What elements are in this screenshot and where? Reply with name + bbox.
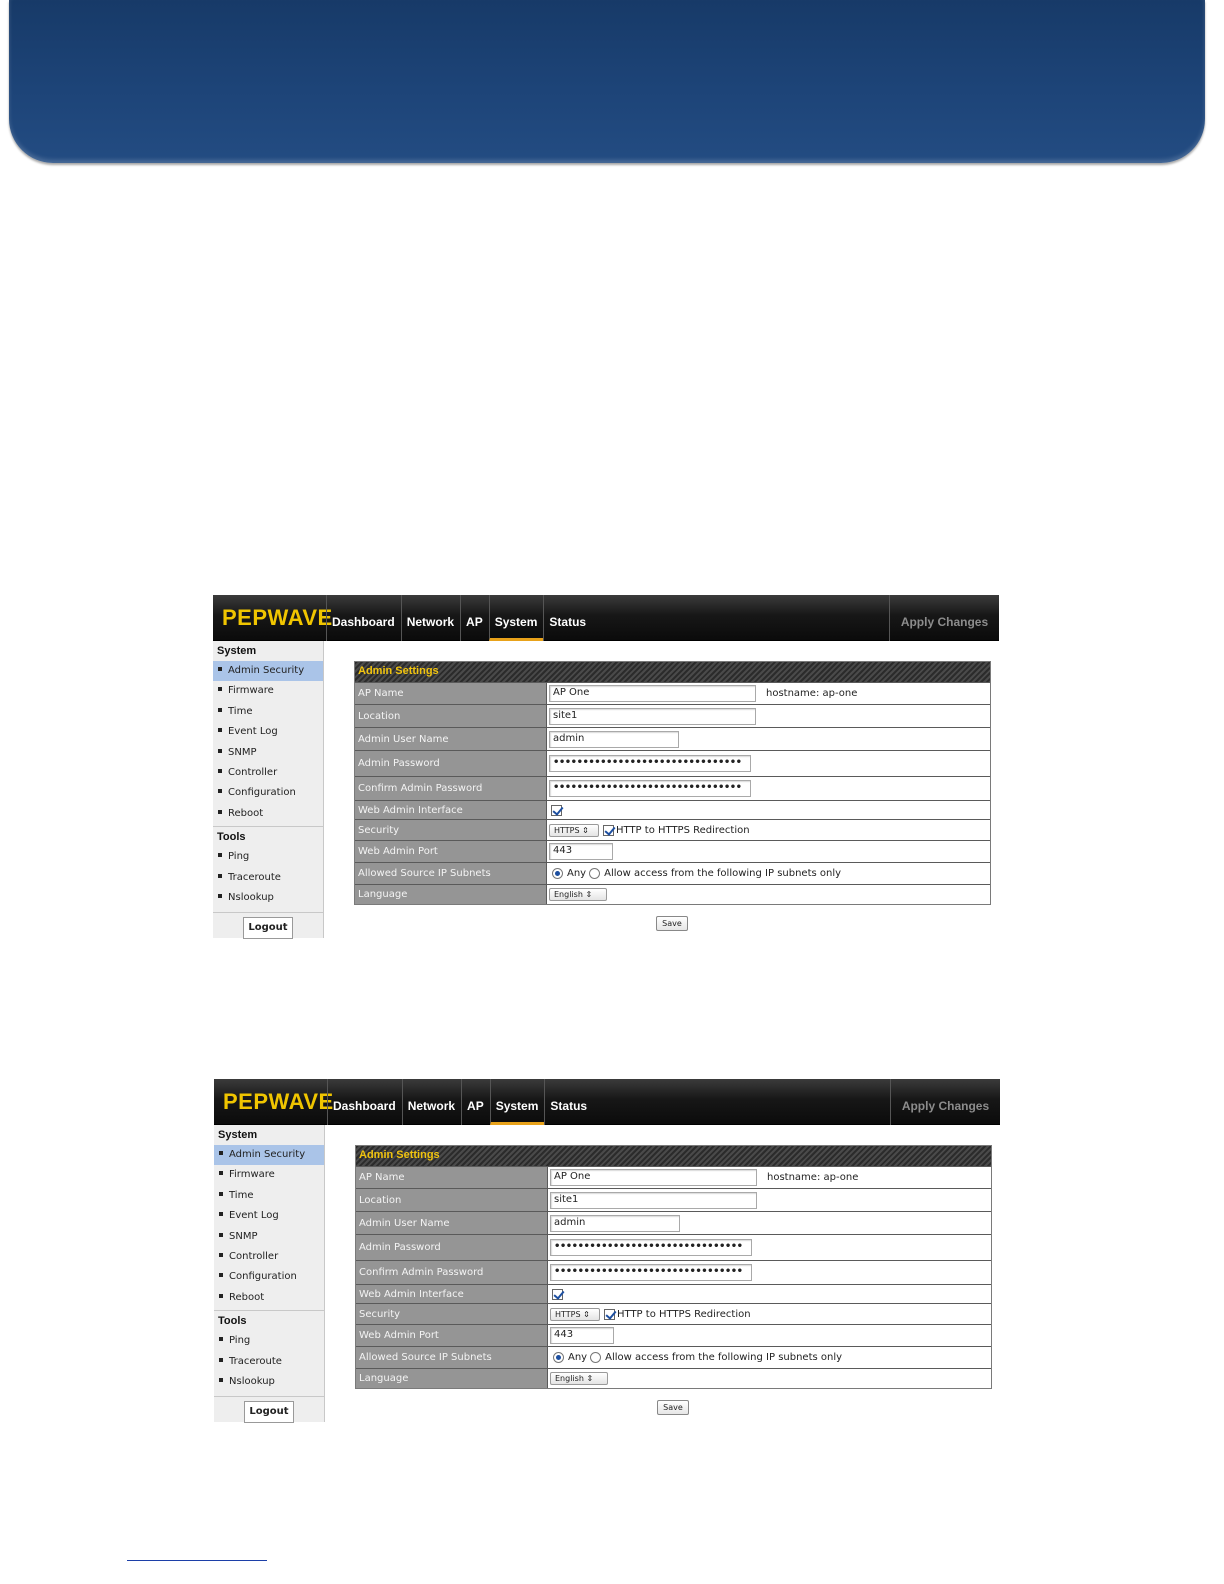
sidebar-item-controller[interactable] (214, 1247, 324, 1267)
radio-any-label: Any (567, 868, 587, 879)
select-arrows-icon: ⇕ (585, 890, 593, 899)
sidebar-item-label: Ping (228, 851, 250, 863)
select-arrows-icon: ⇕ (582, 825, 589, 835)
radio-any[interactable] (552, 868, 563, 879)
bullet-icon (219, 1337, 223, 1341)
admin-settings-screenshot (213, 595, 999, 938)
tab-ap[interactable]: AP (460, 595, 489, 641)
bullet-icon (219, 1358, 223, 1362)
bullet-icon (219, 1192, 223, 1196)
radio-following-subnets[interactable] (589, 868, 600, 879)
bullet-icon (218, 728, 222, 732)
bullet-icon (218, 708, 222, 712)
sidebar-item-label: Admin Security (228, 665, 305, 676)
admin-user-cell (547, 728, 990, 750)
language-select[interactable] (549, 888, 607, 901)
web-admin-port-label: Web Admin Port (355, 841, 547, 862)
security-cell (547, 820, 990, 840)
row-admin-password (355, 750, 990, 776)
row-language (355, 884, 990, 904)
web-admin-port-cell (547, 841, 990, 862)
location-cell (548, 1189, 991, 1211)
bullet-icon (218, 769, 222, 773)
sidebar-item-label: Traceroute (228, 871, 281, 883)
sidebar-item-label: SNMP (229, 1230, 258, 1242)
sidebar-item-snmp[interactable] (214, 1227, 324, 1247)
sidebar-item-time[interactable] (214, 1186, 324, 1206)
language-select[interactable] (550, 1372, 608, 1385)
tab-network[interactable]: Network (401, 595, 460, 641)
redirect-label: HTTP to HTTPS Redirection (616, 824, 750, 836)
save-button[interactable]: Save (656, 916, 688, 931)
admin-user-label: Admin User Name (356, 1212, 548, 1234)
sidebar (214, 1125, 325, 1422)
bullet-icon (219, 1212, 223, 1216)
sidebar-item-label: Time (228, 705, 253, 717)
admin-password-label: Admin Password (355, 751, 547, 776)
security-label: Security (355, 820, 547, 840)
sidebar-item-firmware[interactable] (214, 1165, 324, 1185)
web-admin-port-label: Web Admin Port (356, 1325, 548, 1346)
row-admin-user (355, 727, 990, 750)
web-admin-interface-label: Web Admin Interface (355, 801, 547, 819)
bullet-icon (219, 1378, 223, 1382)
sidebar-item-reboot[interactable] (214, 1288, 324, 1308)
admin-user-cell (548, 1212, 991, 1234)
ap-name-cell (548, 1167, 991, 1188)
sidebar (213, 641, 324, 938)
sidebar-item-event-log[interactable] (213, 722, 323, 742)
admin-password-label: Admin Password (356, 1235, 548, 1260)
sidebar-item-label: Nslookup (229, 1375, 275, 1387)
admin-user-input[interactable]: admin (549, 731, 679, 748)
sidebar-item-label: Time (229, 1189, 254, 1201)
sidebar-item-label: Admin Security (229, 1149, 306, 1160)
redirect-checkbox[interactable] (603, 825, 614, 836)
pepwave-logo: PEPWAVE (223, 1089, 334, 1114)
row-web-admin-interface (355, 800, 990, 819)
main-nav (326, 595, 592, 641)
redirect-checkbox[interactable] (604, 1309, 615, 1320)
bullet-icon (218, 853, 222, 857)
ap-name-cell (547, 683, 990, 704)
allowed-subnets-label: Allowed Source IP Subnets (356, 1347, 548, 1368)
admin-password-cell (547, 751, 990, 776)
sidebar-item-ping[interactable] (214, 1331, 324, 1351)
sidebar-item-label: Configuration (228, 787, 296, 799)
sidebar-heading-tools: Tools (218, 1315, 247, 1328)
hostname-hint: hostname: ap-one (766, 688, 858, 699)
apply-changes-button[interactable]: Apply Changes (889, 595, 999, 641)
footer-link-underline[interactable] (127, 1551, 267, 1561)
tab-system[interactable]: System (490, 1079, 545, 1125)
row-ap-name (355, 682, 990, 704)
location-label: Location (356, 1189, 548, 1211)
row-allowed-subnets (355, 862, 990, 884)
bullet-icon (218, 894, 222, 898)
web-admin-interface-checkbox[interactable] (551, 805, 562, 816)
allowed-subnets-cell (547, 863, 990, 884)
sidebar-item-nslookup[interactable] (214, 1372, 324, 1392)
logout-button[interactable]: Logout (244, 1401, 294, 1423)
sidebar-heading-tools: Tools (217, 831, 246, 844)
logout-area (214, 1396, 324, 1423)
pepwave-logo: PEPWAVE (222, 605, 333, 630)
admin-settings-screenshot (214, 1079, 1000, 1422)
sidebar-heading-system: System (218, 1129, 258, 1141)
bullet-icon (219, 1151, 223, 1155)
sidebar-item-admin-security[interactable] (213, 661, 323, 681)
sidebar-item-event-log[interactable] (214, 1206, 324, 1226)
web-admin-interface-cell (548, 1285, 991, 1303)
logout-button[interactable]: Logout (243, 917, 293, 939)
language-label: Language (356, 1369, 548, 1388)
ap-name-label: AP Name (355, 683, 547, 704)
row-language (356, 1368, 991, 1388)
bullet-icon (219, 1171, 223, 1175)
hostname-hint: hostname: ap-one (767, 1172, 859, 1183)
sidebar-item-admin-security[interactable] (214, 1145, 324, 1165)
row-location (356, 1188, 991, 1211)
bullet-icon (219, 1273, 223, 1277)
row-location (355, 704, 990, 727)
admin-settings-panel (355, 1145, 992, 1389)
location-input[interactable]: site1 (550, 1192, 757, 1209)
confirm-password-cell (548, 1261, 991, 1284)
sidebar-item-label: Event Log (229, 1210, 279, 1222)
admin-password-input[interactable]: •••••••••••••••••••••••••••••••• (550, 1239, 752, 1256)
bullet-icon (218, 789, 222, 793)
tab-ap[interactable]: AP (461, 1079, 490, 1125)
admin-password-cell (548, 1235, 991, 1260)
sidebar-item-label: Firmware (228, 685, 274, 697)
sidebar-item-ping[interactable] (213, 847, 323, 867)
language-cell (547, 885, 990, 904)
row-ap-name (356, 1166, 991, 1188)
security-select[interactable] (550, 1308, 600, 1321)
confirm-password-cell (547, 777, 990, 800)
location-input[interactable]: site1 (549, 708, 756, 725)
row-web-admin-port (355, 840, 990, 862)
redirect-label: HTTP to HTTPS Redirection (617, 1308, 751, 1320)
security-select[interactable] (549, 824, 599, 837)
top-navigation-bar (214, 1079, 1000, 1125)
tab-status[interactable]: Status (544, 1079, 593, 1125)
sidebar-heading-system: System (217, 645, 257, 657)
radio-any-label: Any (568, 1352, 588, 1363)
select-arrows-icon: ⇕ (586, 1374, 594, 1383)
bullet-icon (218, 810, 222, 814)
bullet-icon (219, 1253, 223, 1257)
sidebar-item-label: Reboot (228, 807, 264, 819)
web-admin-interface-cell (547, 801, 990, 819)
bullet-icon (218, 667, 222, 671)
radio-any[interactable] (553, 1352, 564, 1363)
bullet-icon (218, 749, 222, 753)
web-admin-interface-checkbox[interactable] (552, 1289, 563, 1300)
sidebar-item-label: Event Log (228, 726, 278, 738)
admin-password-input[interactable]: •••••••••••••••••••••••••••••••• (549, 755, 751, 772)
tab-dashboard[interactable]: Dashboard (326, 595, 401, 641)
web-admin-interface-label: Web Admin Interface (356, 1285, 548, 1303)
radio-following-subnets[interactable] (590, 1352, 601, 1363)
row-confirm-password (355, 776, 990, 800)
security-select-value: HTTPS (555, 1309, 581, 1319)
row-security (356, 1303, 991, 1324)
security-label: Security (356, 1304, 548, 1324)
top-navigation-bar (213, 595, 999, 641)
main-nav (327, 1079, 593, 1125)
bullet-icon (218, 687, 222, 691)
sidebar-item-label: SNMP (228, 746, 257, 758)
sidebar-item-time[interactable] (213, 702, 323, 722)
location-label: Location (355, 705, 547, 727)
confirm-password-input[interactable]: •••••••••••••••••••••••••••••••• (549, 780, 751, 797)
radio-following-label: Allow access from the following IP subnets only (605, 1352, 843, 1363)
row-security (355, 819, 990, 840)
sidebar-item-traceroute[interactable] (213, 868, 323, 888)
row-allowed-subnets (356, 1346, 991, 1368)
row-admin-password (356, 1234, 991, 1260)
sidebar-item-nslookup[interactable] (213, 888, 323, 908)
admin-settings-panel (354, 661, 991, 905)
save-button[interactable]: Save (657, 1400, 689, 1415)
confirm-password-label: Confirm Admin Password (356, 1261, 548, 1284)
ap-name-label: AP Name (356, 1167, 548, 1188)
sidebar-item-label: Firmware (229, 1169, 275, 1181)
select-arrows-icon: ⇕ (583, 1309, 590, 1319)
security-cell (548, 1304, 991, 1324)
tab-system[interactable]: System (489, 595, 544, 641)
panel-title: Admin Settings (355, 662, 990, 682)
confirm-password-label: Confirm Admin Password (355, 777, 547, 800)
tab-dashboard[interactable]: Dashboard (327, 1079, 402, 1125)
sidebar-item-label: Reboot (229, 1291, 265, 1303)
bullet-icon (219, 1294, 223, 1298)
ap-name-input[interactable]: AP One (550, 1169, 757, 1186)
apply-changes-button[interactable]: Apply Changes (890, 1079, 1000, 1125)
sidebar-item-snmp[interactable] (213, 743, 323, 763)
row-confirm-password (356, 1260, 991, 1284)
tab-network[interactable]: Network (402, 1079, 461, 1125)
row-web-admin-interface (356, 1284, 991, 1303)
sidebar-item-label: Controller (228, 766, 278, 778)
row-web-admin-port (356, 1324, 991, 1346)
security-select-value: HTTPS (554, 825, 580, 835)
bullet-icon (219, 1233, 223, 1237)
sidebar-item-configuration[interactable] (213, 783, 323, 803)
admin-user-label: Admin User Name (355, 728, 547, 750)
sidebar-item-label: Configuration (229, 1271, 297, 1283)
sidebar-item-label: Traceroute (229, 1355, 282, 1367)
ap-name-input[interactable]: AP One (549, 685, 756, 702)
page-header-banner (9, 0, 1205, 163)
web-admin-port-input[interactable]: 443 (550, 1327, 614, 1344)
language-label: Language (355, 885, 547, 904)
allowed-subnets-label: Allowed Source IP Subnets (355, 863, 547, 884)
bullet-icon (218, 874, 222, 878)
sidebar-item-label: Nslookup (228, 891, 274, 903)
web-admin-port-input[interactable]: 443 (549, 843, 613, 860)
panel-title: Admin Settings (356, 1146, 991, 1166)
sidebar-item-controller[interactable] (213, 763, 323, 783)
sidebar-item-label: Controller (229, 1250, 279, 1262)
web-admin-port-cell (548, 1325, 991, 1346)
tab-status[interactable]: Status (543, 595, 592, 641)
language-select-value: English (555, 1374, 584, 1383)
logout-area (213, 912, 323, 939)
language-cell (548, 1369, 991, 1388)
row-admin-user (356, 1211, 991, 1234)
confirm-password-input[interactable]: •••••••••••••••••••••••••••••••• (550, 1264, 752, 1281)
sidebar-item-configuration[interactable] (214, 1267, 324, 1287)
sidebar-item-reboot[interactable] (213, 804, 323, 824)
sidebar-item-firmware[interactable] (213, 681, 323, 701)
allowed-subnets-cell (548, 1347, 991, 1368)
radio-following-label: Allow access from the following IP subnets only (604, 868, 842, 879)
admin-user-input[interactable]: admin (550, 1215, 680, 1232)
sidebar-item-traceroute[interactable] (214, 1352, 324, 1372)
location-cell (547, 705, 990, 727)
language-select-value: English (554, 890, 583, 899)
sidebar-item-label: Ping (229, 1335, 251, 1347)
